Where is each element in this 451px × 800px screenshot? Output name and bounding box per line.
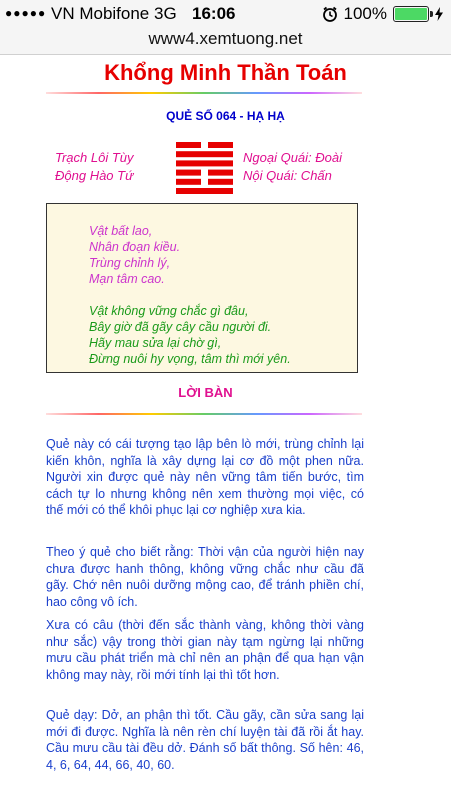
charging-icon	[435, 7, 443, 21]
poem-line: Bây giờ đã gãy cây cầu người đi.	[89, 320, 272, 334]
hexagram-line-solid	[176, 188, 233, 194]
poem-line: Đừng nuôi hy vọng, tâm thì mới yên.	[89, 352, 291, 366]
carrier-signal	[5, 4, 177, 24]
hexagram-line-solid	[176, 160, 233, 166]
battery-icon	[393, 6, 429, 22]
network-type: 3G	[154, 4, 177, 23]
divider-top	[46, 92, 362, 94]
hexagram-name: Trạch Lôi Tùy	[55, 150, 134, 165]
hexagram-line-broken-segment	[176, 170, 201, 176]
outer-trigram: Ngoại Quái: Đoài	[243, 150, 342, 165]
poem-line: Hãy mau sửa lại chờ gì,	[89, 336, 222, 350]
battery-percent: 100%	[343, 4, 387, 23]
page-content	[0, 55, 451, 800]
hexagram-line-broken-segment	[208, 179, 233, 185]
hexagram-line-solid	[176, 151, 233, 157]
inner-trigram: Nội Quái: Chấn	[243, 168, 332, 183]
alarm-icon	[322, 6, 338, 22]
poem-line: Trùng chỉnh lý,	[89, 256, 171, 270]
status-right	[322, 4, 443, 24]
poem-line: Vật bất lao,	[89, 224, 153, 238]
url-text[interactable]: www4.xemtuong.net	[148, 29, 303, 48]
poem-translation	[89, 303, 291, 367]
carrier-name: VN Mobifone	[50, 4, 150, 23]
site-title: Khổng Minh Thần Toán	[104, 60, 347, 85]
moving-line: Động Hào Tứ	[55, 168, 134, 183]
status-bar	[0, 0, 451, 28]
hexagram-line-broken-segment	[176, 142, 201, 148]
poem-line: Mạn tâm cao.	[89, 272, 165, 286]
divider-bottom	[46, 413, 362, 415]
hexagram-symbol	[176, 142, 233, 194]
signal-strength-icon: ●●●●●	[5, 6, 47, 20]
poem-box	[46, 203, 358, 373]
clock: 16:06	[192, 4, 236, 23]
poem-verse	[89, 223, 180, 287]
battery-level	[395, 8, 427, 20]
hexagram-line-broken-segment	[176, 179, 201, 185]
commentary-paragraph-1: Quẻ này có cái tượng tạo lập bên lò mới, trùng chỉnh lại kiến khôn, nghĩa là xây dựng lại cơ đồ một phen nữa. Người xin được quẻ này nên vững tâm tiến bước, tìm cách tự lo nhưng không nên xem thường mọi việc, có thế mới có thể khôi phục lại cơ nghiệp xưa kia.	[46, 437, 364, 517]
poem-line: Vật không vững chắc gì đâu,	[89, 304, 249, 318]
address-bar[interactable]	[0, 28, 451, 55]
commentary-paragraph-3: Xưa có câu (thời đến sắc thành vàng, không thời vàng như sắc) vậy trong thời gian này tạm ngừng lại những mưu cầu phát triển mà chỉ nên an phận để qua hạn vận không may này, rồi mới tính lại thì tốt hơn.	[46, 618, 364, 682]
hexagram-number: QUẺ SỐ 064 - HẠ HẠ	[166, 109, 285, 123]
commentary-paragraph-2: Theo ý quẻ cho biết rằng: Thời vận của người hiện nay chưa được hanh thông, không vững chắc như cầu đã gãy. Chớ nên nuôi dưỡng mộng cao, để tránh phiền chí, hao công vô ích.	[46, 545, 364, 609]
commentary-heading: LỜI BÀN	[178, 385, 233, 400]
hexagram-line-broken-segment	[208, 142, 233, 148]
hexagram-line-broken-segment	[208, 170, 233, 176]
commentary-paragraph-4: Quẻ dạy: Dở, an phận thì tốt. Cầu gãy, cần sửa sang lại mới đi được. Nghĩa là nên rèn chí luyện tài đã rồi ắt hay. Cầu mưu cầu tài đều dở. Đánh số bất thông. Số hên: 46, 4, 6, 64, 44, 66, 40, 60.	[46, 708, 364, 772]
poem-line: Nhân đoạn kiều.	[89, 240, 181, 254]
